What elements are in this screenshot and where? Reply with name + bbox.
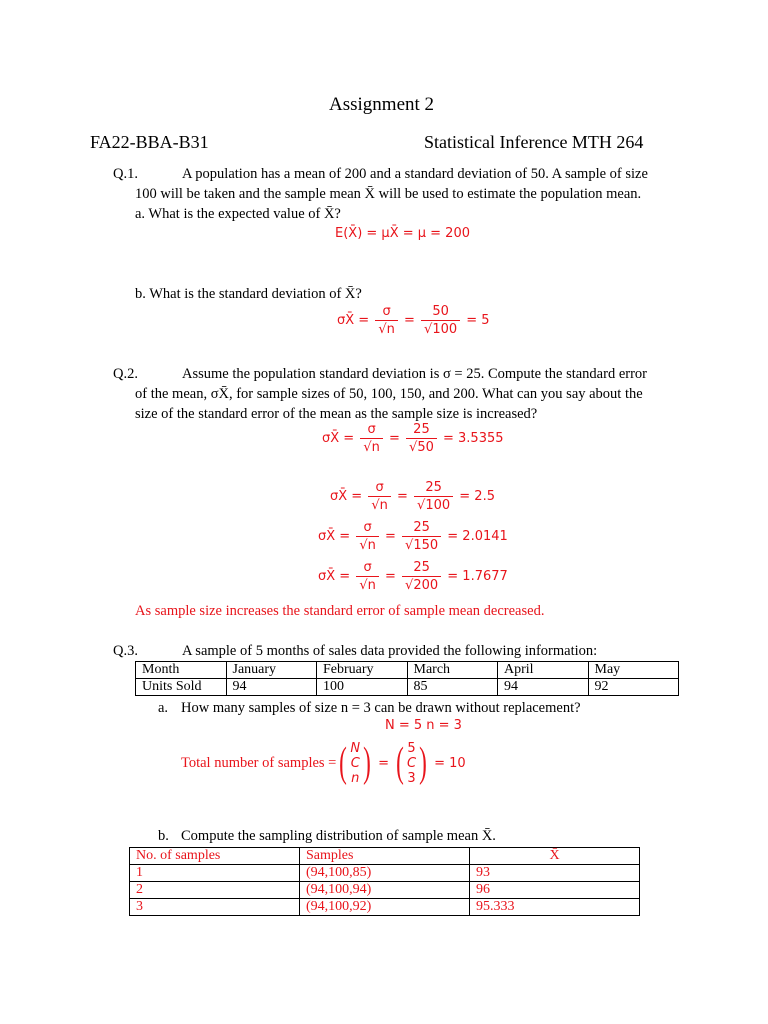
q3-comb1-bot: n xyxy=(351,770,360,786)
table-row xyxy=(130,882,640,899)
q1-answer-b: σX̄ = $\frac{\sigma}{√n}$ = $\frac{50}{√100}$ = 5 xyxy=(337,304,490,337)
table-cell: (94,100,94) xyxy=(300,882,470,899)
table-cell: 94 xyxy=(498,679,589,696)
table-cell: 95.333 xyxy=(470,899,640,916)
q2-eq4-frac2-num: 25 xyxy=(413,560,430,575)
q2-eq2-lhs: σX̄ = xyxy=(330,489,363,504)
q2-eq4-frac2-den: √200 xyxy=(402,576,441,593)
q1-part-b: b. What is the standard deviation of X̄? xyxy=(135,286,362,302)
q2-eq1-frac2-den: √50 xyxy=(406,438,437,455)
table-cell: April xyxy=(498,662,589,679)
table-cell: March xyxy=(407,662,498,679)
table-cell: (94,100,85) xyxy=(300,865,470,882)
q1-b-frac1-den: √n xyxy=(375,320,398,337)
q2-eq2-frac2-num: 25 xyxy=(425,480,442,495)
q1-part-a: a. What is the expected value of X̄? xyxy=(135,206,341,222)
q2-equation-4: σX̄ = $\frac{\sigma}{√n}$ = $\frac{25}{√200}$ = 1.7677 xyxy=(318,560,508,593)
q3-answer-a: Total number of samples = ( N C n ) = ( 5 C 3 ) = 10 xyxy=(181,740,466,786)
q3-comb2-bot: 3 xyxy=(407,770,416,786)
q1-line1: A population has a mean of 200 and a standard deviation of 50. A sample of size xyxy=(182,166,648,182)
table-header-cell: X̄ xyxy=(470,848,640,865)
q2-eq1-lhs: σX̄ = xyxy=(322,431,355,446)
q2-line3: size of the standard error of the mean as the sample size is increased? xyxy=(135,406,538,422)
q3-number: Q.3. xyxy=(113,643,138,659)
sampling-distribution-table xyxy=(129,847,640,916)
table-header-cell: No. of samples xyxy=(130,848,300,865)
q2-eq1-frac1-den: √n xyxy=(360,438,383,455)
table-cell: Month xyxy=(136,662,227,679)
q2-equation-3: σX̄ = $\frac{\sigma}{√n}$ = $\frac{25}{√150}$ = 2.0141 xyxy=(318,520,508,553)
page-title: Assignment 2 xyxy=(329,94,435,115)
q3-answer-a-result: = 10 xyxy=(434,755,466,771)
table-row xyxy=(130,899,640,916)
table-cell: 85 xyxy=(407,679,498,696)
q2-eq4-result: = 1.7677 xyxy=(447,569,508,584)
q2-equation-1: σX̄ = $\frac{\sigma}{√n}$ = $\frac{25}{√50}$ = 3.5355 xyxy=(322,422,504,455)
table-cell: 96 xyxy=(470,882,640,899)
table-cell: January xyxy=(226,662,317,679)
q3-line1: A sample of 5 months of sales data provided the following information: xyxy=(182,643,598,659)
table-cell: 1 xyxy=(130,865,300,882)
table-row xyxy=(130,865,640,882)
table-cell: 94 xyxy=(226,679,317,696)
q2-eq3-lhs: σX̄ = xyxy=(318,529,351,544)
table-row xyxy=(136,662,679,679)
q3-part-b: Compute the sampling distribution of sample mean X̄. xyxy=(181,828,496,844)
course-name: Statistical Inference MTH 264 xyxy=(424,132,644,152)
q2-eq2-result: = 2.5 xyxy=(459,489,495,504)
q3-comb-1 xyxy=(350,741,360,786)
table-cell: 100 xyxy=(317,679,408,696)
table-cell: February xyxy=(317,662,408,679)
q2-eq3-frac2-den: √150 xyxy=(402,536,441,553)
sales-table xyxy=(135,661,679,696)
table-cell: 93 xyxy=(470,865,640,882)
q2-eq4-frac1-num: σ xyxy=(363,560,372,575)
table-cell: 3 xyxy=(130,899,300,916)
q2-eq1-frac2-num: 25 xyxy=(413,422,430,437)
q1-b-lhs: σX̄ = xyxy=(337,313,370,328)
q1-number: Q.1. xyxy=(113,166,138,182)
q3-comb2-mid: C xyxy=(407,755,417,771)
q3-comb2-top: 5 xyxy=(407,740,416,756)
q2-conclusion: As sample size increases the standard error of sample mean decreased. xyxy=(135,603,545,619)
q2-eq2-frac2-den: √100 xyxy=(414,496,453,513)
q2-eq3-frac2-num: 25 xyxy=(413,520,430,535)
q2-eq3-result: = 2.0141 xyxy=(447,529,508,544)
q3-part-a-label: a. xyxy=(158,700,169,716)
q2-eq1-result: = 3.5355 xyxy=(443,431,504,446)
q1-b-result: = 5 xyxy=(466,313,490,328)
q1-answer-a: E(X̄) = μX̄ = μ = 200 xyxy=(335,226,470,241)
q3-part-a: How many samples of size n = 3 can be drawn without replacement? xyxy=(181,700,581,716)
table-cell: 92 xyxy=(588,679,679,696)
q3-part-b-label: b. xyxy=(158,828,169,844)
table-cell: Units Sold xyxy=(136,679,227,696)
q1-b-frac2-num: 50 xyxy=(432,304,449,319)
q2-number: Q.2. xyxy=(113,366,138,382)
q3-comb1-mid: C xyxy=(350,755,360,771)
q2-eq2-frac1-num: σ xyxy=(375,480,384,495)
q3-comb1-top: N xyxy=(350,740,361,756)
table-row xyxy=(136,679,679,696)
table-cell: 2 xyxy=(130,882,300,899)
course-code: FA22-BBA-B31 xyxy=(90,132,209,152)
q2-eq4-lhs: σX̄ = xyxy=(318,569,351,584)
q2-equation-2: σX̄ = $\frac{\sigma}{√n}$ = $\frac{25}{√100}$ = 2.5 xyxy=(330,480,495,513)
q2-line2: of the mean, σX̄, for sample sizes of 50, 100, 150, and 200. What can you say about the xyxy=(135,386,643,402)
table-header-cell: Samples xyxy=(300,848,470,865)
table-row xyxy=(130,848,640,865)
q3-comb-2 xyxy=(407,741,416,786)
table-cell: May xyxy=(588,662,679,679)
q3-answer-a-label: Total number of samples = xyxy=(181,755,337,771)
q2-eq1-frac1-num: σ xyxy=(367,422,376,437)
q2-eq3-frac1-num: σ xyxy=(363,520,372,535)
q2-eq2-frac1-den: √n xyxy=(368,496,391,513)
q3-answer-a-line1: N = 5 n = 3 xyxy=(385,718,462,733)
q2-line1: Assume the population standard deviation is σ = 25. Compute the standard error xyxy=(182,366,647,382)
table-cell: (94,100,92) xyxy=(300,899,470,916)
q1-b-frac1-num: σ xyxy=(382,304,391,319)
q2-eq4-frac1-den: √n xyxy=(356,576,379,593)
q2-eq3-frac1-den: √n xyxy=(356,536,379,553)
q1-b-frac2-den: √100 xyxy=(421,320,460,337)
q1-line2: 100 will be taken and the sample mean X̄ will be used to estimate the population mean. xyxy=(135,186,642,202)
